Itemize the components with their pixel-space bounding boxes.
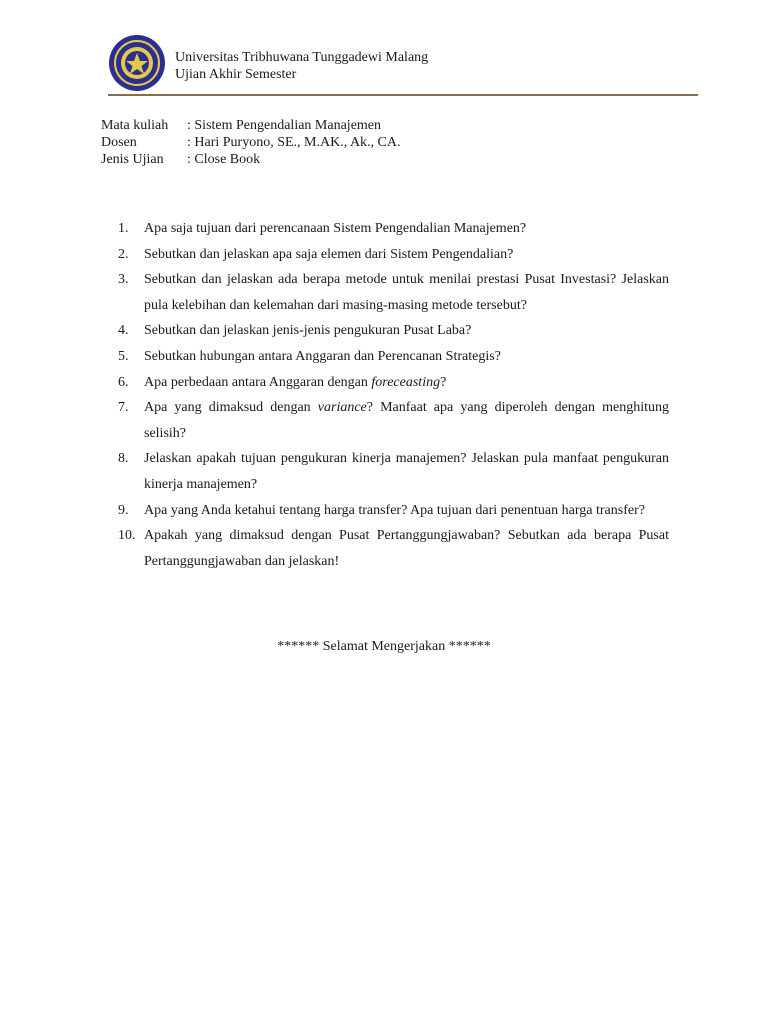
question-text-segment: Jelaskan apakah tujuan pengukuran kinerja manajemen? Jelaskan pula manfaat pengukuran kinerja manajemen? (144, 451, 669, 492)
question-text (144, 498, 669, 524)
question-text (144, 216, 669, 242)
question-number: 3. (118, 272, 129, 288)
italic-term: foreceasting (371, 374, 441, 390)
question-text (144, 344, 669, 370)
exam-type-value: : Close Book (187, 152, 261, 167)
question-number: 1. (118, 221, 129, 236)
question-text (144, 395, 669, 446)
header-text (175, 49, 428, 83)
question-text-segment: Sebutkan hubungan antara Anggaran dan Perencanan Strategis? (144, 348, 501, 364)
question-number: 5. (118, 348, 129, 364)
university-name: Universitas Tribhuwana Tunggadewi Malang (175, 50, 429, 65)
header-divider (108, 94, 698, 96)
question-item (118, 370, 669, 396)
question-text-segment: Apakah yang dimaksud dengan Pusat Pertanggungjawaban? Sebutkan ada berapa Pusat Pertanggungjawaban dan jelaskan! (144, 528, 669, 569)
question-item (118, 498, 669, 524)
question-number: 2. (118, 246, 129, 262)
course-info (101, 117, 401, 168)
course-info-row (101, 117, 401, 134)
question-text (144, 318, 669, 344)
question-number: 10. (118, 528, 136, 544)
question-text-segment: ? (440, 374, 447, 390)
question-text-segment: Sebutkan dan jelaskan ada berapa metode untuk menilai prestasi Pusat Investasi? Jelaskan pula kelebihan dan kelemahan dari masing-masing metode tersebut? (144, 272, 669, 313)
question-text-segment: Apa saja tujuan dari perencanaan Sistem Pengendalian Manajemen? (144, 221, 527, 236)
question-text-segment: Apa yang Anda ketahui tentang harga transfer? Apa tujuan dari penentuan harga transfer? (144, 502, 645, 518)
question-text (144, 370, 669, 396)
question-item (118, 395, 669, 446)
question-item (118, 446, 669, 497)
question-text (144, 242, 669, 268)
question-item (118, 344, 669, 370)
italic-term: variance (317, 400, 367, 416)
question-item (118, 242, 669, 268)
question-number: 6. (118, 374, 129, 390)
question-text (144, 446, 669, 497)
question-number: 7. (118, 400, 129, 416)
question-text-segment: Sebutkan dan jelaskan apa saja elemen dari Sistem Pengendalian? (144, 246, 514, 262)
closing-message: ****** Selamat Mengerjakan ****** (277, 639, 491, 654)
question-number: 9. (118, 502, 129, 518)
exam-type-label: Jenis Ujian (101, 152, 164, 167)
question-item (118, 216, 669, 242)
document-header (108, 34, 698, 96)
question-text-segment: Apa perbedaan antara Anggaran dengan (144, 374, 372, 390)
question-text-segment: ? Manfaat apa yang diperoleh dengan menghitung selisih? (144, 400, 669, 441)
question-number: 8. (118, 451, 129, 467)
university-seal-icon (108, 34, 166, 92)
lecturer-info-row (101, 134, 401, 151)
question-text-segment: Sebutkan dan jelaskan jenis-jenis pengukuran Pusat Laba? (144, 323, 472, 339)
question-text (144, 523, 669, 574)
question-list (118, 216, 669, 574)
lecturer-value: : Hari Puryono, SE., M.AK., Ak., CA. (187, 135, 401, 150)
course-value: : Sistem Pengendalian Manajemen (187, 118, 382, 133)
exam-type-info-row (101, 151, 401, 168)
question-number: 4. (118, 323, 129, 339)
lecturer-label: Dosen (101, 135, 137, 150)
course-label: Mata kuliah (101, 118, 169, 133)
question-item (118, 318, 669, 344)
question-item (118, 267, 669, 318)
question-text-segment: Apa yang dimaksud dengan (144, 400, 318, 416)
question-text (144, 267, 669, 318)
question-item (118, 523, 669, 574)
exam-title: Ujian Akhir Semester (175, 67, 297, 82)
